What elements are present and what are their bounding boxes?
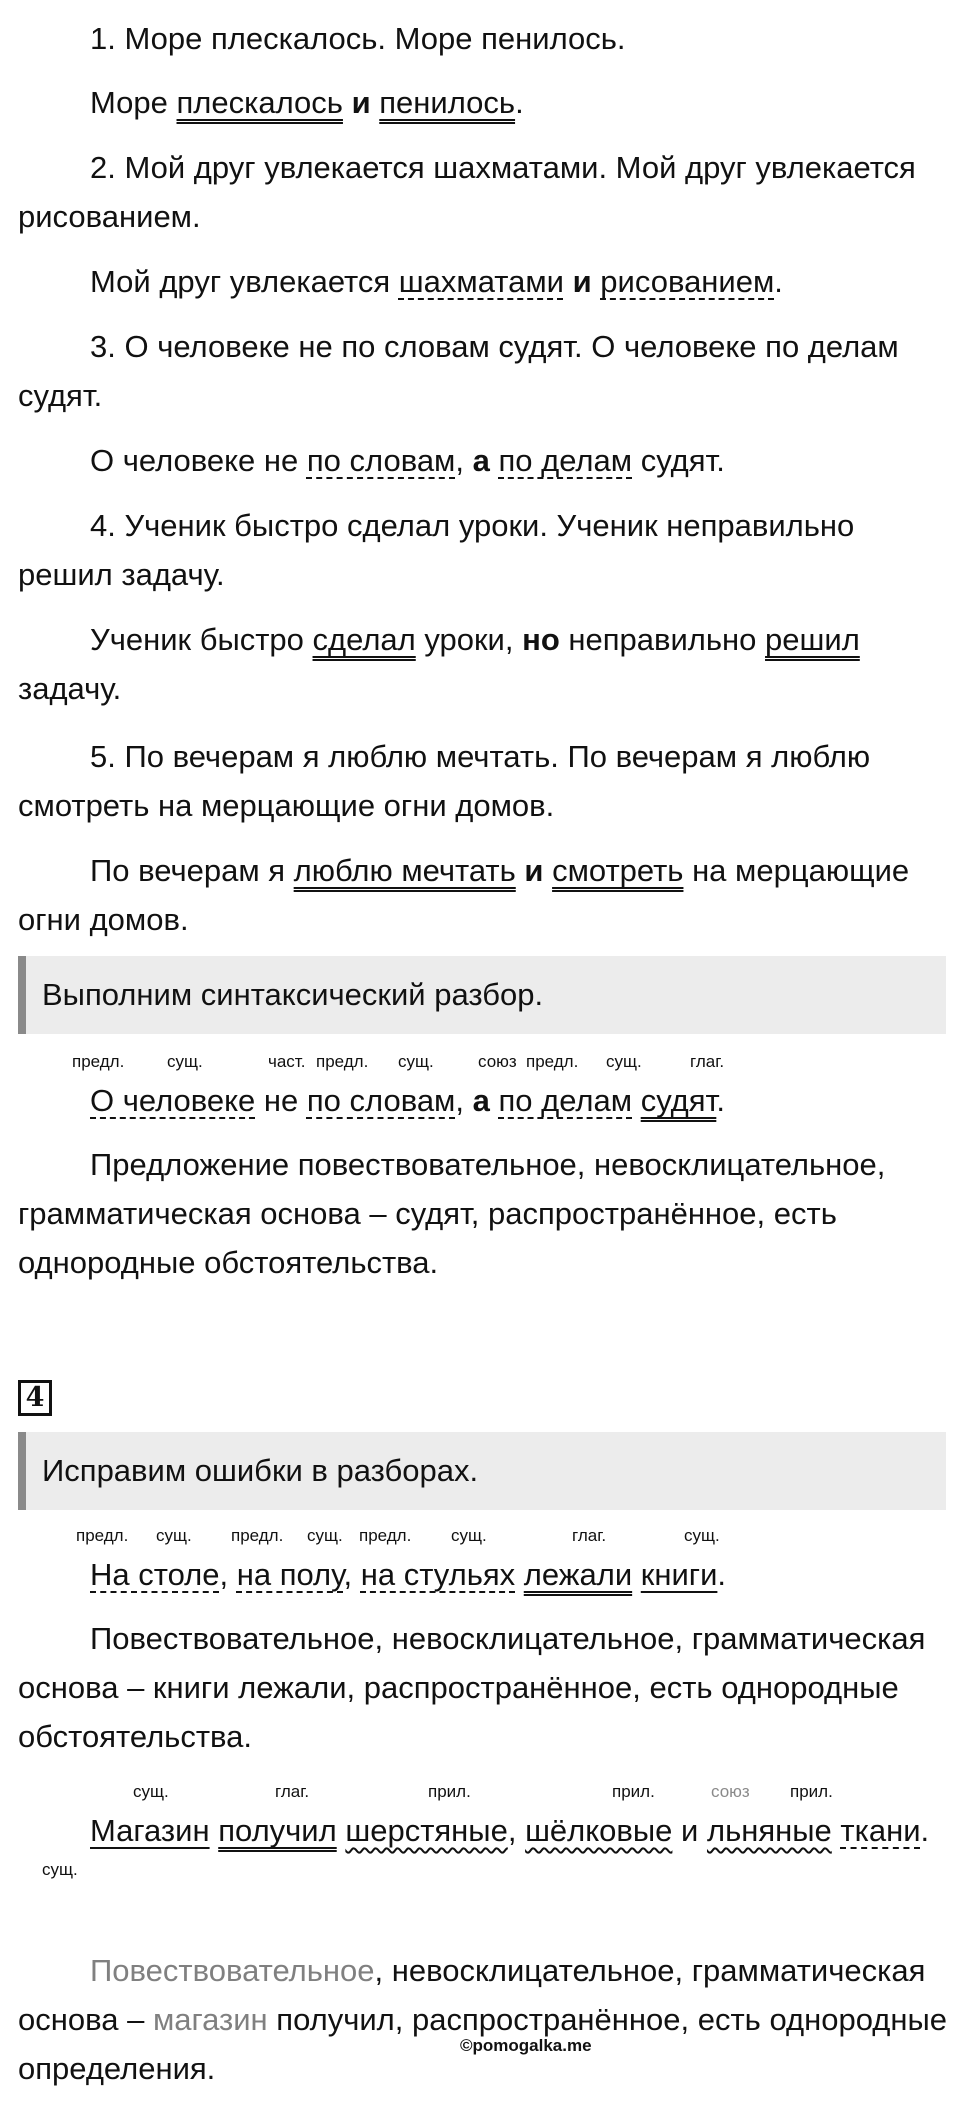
section-header-text: Исправим ошибки в разборах. xyxy=(42,1453,479,1488)
result-2: Мой друг увлекается шахматами и рисованием. xyxy=(90,264,783,299)
pos-label: сущ. xyxy=(156,1526,192,1545)
pos-label: предл. xyxy=(231,1526,284,1545)
parse-description-2: Повествовательное, невосклицательное, грамматическая основа – книги лежали, распространённое, есть однородные обстоятельства. xyxy=(18,1621,926,1754)
pos-label: предл. xyxy=(359,1526,412,1545)
result-1: Море плескалось и пенилось. xyxy=(90,85,524,120)
pos-label: сущ. xyxy=(606,1052,642,1071)
section-header-fix xyxy=(18,1432,946,1510)
sentence-1: 1. Море плескалось. Море пенилось. xyxy=(90,21,626,56)
section-header-parse xyxy=(18,956,946,1034)
parsed-sentence-3: Магазин получил шерстяные, шёлковые и льняные ткани. xyxy=(90,1813,930,1848)
pos-label: глаг. xyxy=(690,1052,725,1071)
pos-label: сущ. xyxy=(167,1052,203,1071)
parsed-sentence-2: На столе, на полу, на стульях лежали книги. xyxy=(90,1557,727,1592)
result-4: Ученик быстро сделал уроки, но неправильно решил задачу. xyxy=(18,622,860,706)
pos-label: прил. xyxy=(790,1782,833,1801)
pos-label: предл. xyxy=(72,1052,125,1071)
pos-label: сущ. xyxy=(307,1526,343,1545)
result-3: О человеке не по словам, а по делам судят. xyxy=(90,443,725,478)
pos-label: прил. xyxy=(428,1782,471,1801)
pos-label: глаг. xyxy=(275,1782,310,1801)
pos-label: сущ. xyxy=(451,1526,487,1545)
pos-label: сущ. xyxy=(398,1052,434,1071)
pos-label: глаг. xyxy=(572,1526,607,1545)
result-5: По вечерам я люблю мечтать и смотреть на мерцающие огни домов. xyxy=(18,853,910,937)
pos-label: предл. xyxy=(316,1052,369,1071)
section-header-text: Выполним синтаксический разбор. xyxy=(42,977,544,1012)
pos-label: сущ. xyxy=(133,1782,169,1801)
pos-label: союз xyxy=(478,1052,517,1071)
pos-label: част. xyxy=(268,1052,306,1071)
watermark: ©pomogalka.me xyxy=(460,2036,592,2055)
pos-label: предл. xyxy=(526,1052,579,1071)
pos-label: сущ. xyxy=(684,1526,720,1545)
sentence-2: 2. Мой друг увлекается шахматами. Мой друг увлекается рисованием. xyxy=(18,150,916,234)
sentence-4: 4. Ученик быстро сделал уроки. Ученик неправильно решил задачу. xyxy=(18,508,855,592)
parse-description-3: Повествовательное, невосклицательное, грамматическая основа – магазин получил, распространённое, есть однородные определения. xyxy=(18,1953,947,2086)
sentence-5: 5. По вечерам я люблю мечтать. По вечерам я люблю смотреть на мерцающие огни домов. xyxy=(18,739,871,823)
pos-label: союз xyxy=(711,1782,750,1801)
pos-label: предл. xyxy=(76,1526,129,1545)
sentence-3: 3. О человеке не по словам судят. О человеке по делам судят. xyxy=(18,329,899,413)
parse-description-1: Предложение повествовательное, невосклицательное, грамматическая основа – судят, распространённое, есть однородные обстоятельства. xyxy=(18,1147,886,1280)
pos-label: прил. xyxy=(612,1782,655,1801)
task-number: 4 xyxy=(18,1380,52,1416)
parsed-sentence-1: О человеке не по словам, а по делам судят. xyxy=(90,1083,725,1118)
pos-label: сущ. xyxy=(42,1860,78,1879)
